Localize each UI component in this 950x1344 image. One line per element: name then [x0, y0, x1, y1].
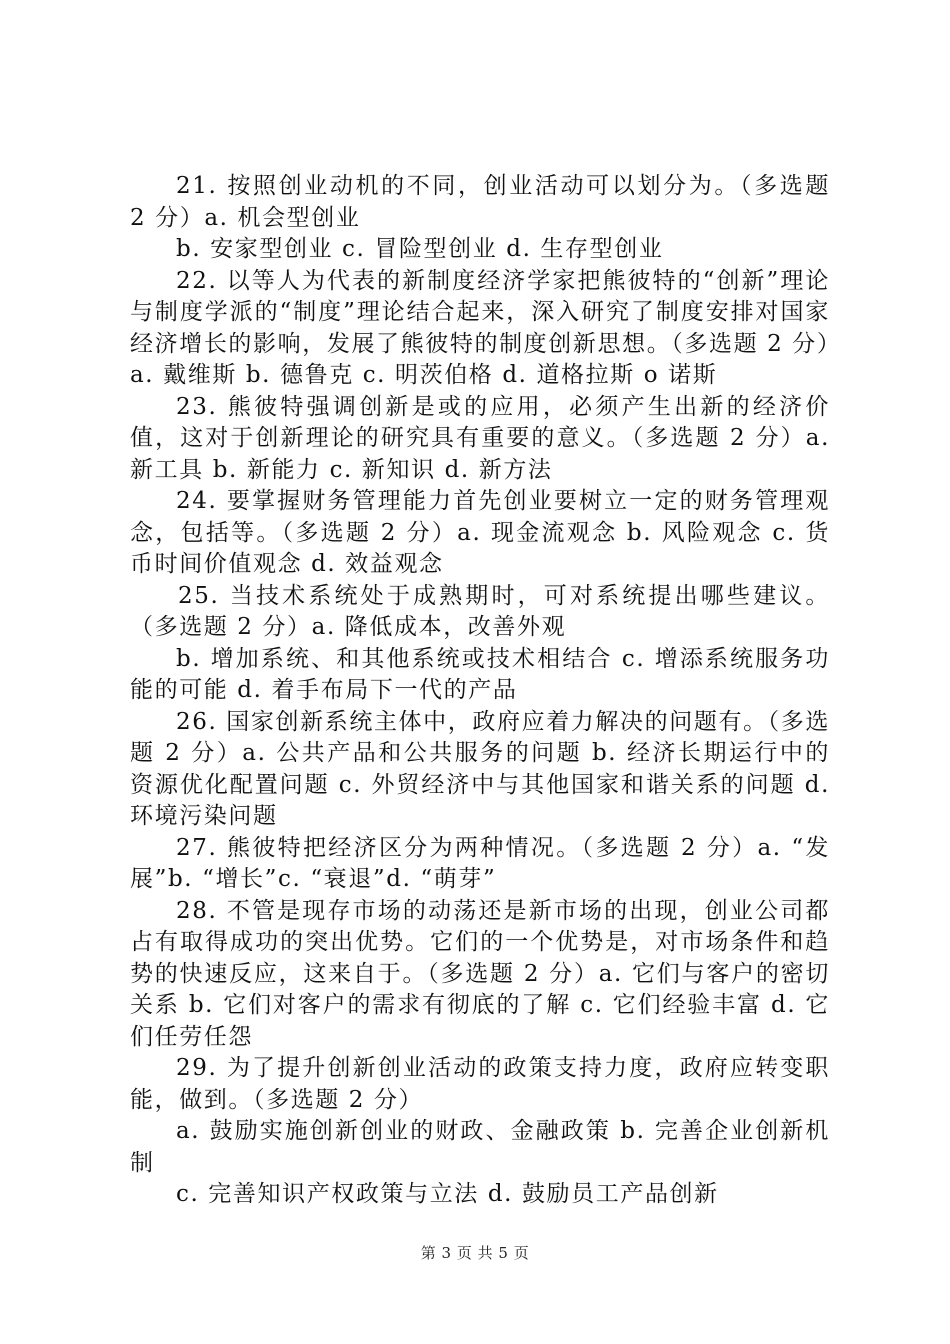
question-25-options: b. 增加系统、和其他系统或技术相结合 c. 增添系统服务功能的可能 d. 着手布局下一代的产品 — [130, 645, 830, 703]
question-29-options-cd: c. 完善知识产权政策与立法 d. 鼓励员工产品创新 — [176, 1181, 719, 1207]
page-footer: 第 3 页 共 5 页 — [420, 1244, 530, 1262]
question-21-options: b. 安家型创业 c. 冒险型创业 d. 生存型创业 — [176, 236, 664, 262]
question-26: 26. 国家创新系统主体中，政府应着力解决的问题有。（多选题 2 分）a. 公共产品和公共服务的问题 b. 经济长期运行中的资源优化配置问题 c. 外贸经济中与其他国家和谐关系的问题 d. 环境污染问题 — [130, 708, 830, 829]
question-29: 29. 为了提升创新创业活动的政策支持力度，政府应转变职能，做到。（多选题 2 分） — [130, 1055, 830, 1113]
document-body — [130, 171, 830, 1211]
question-25: 25. 当技术系统处于成熟期时，可对系统提出哪些建议。（多选题 2 分）a. 降低成本，改善外观 — [130, 582, 830, 640]
question-28: 28. 不管是现存市场的动荡还是新市场的出现，创业公司都占有取得成功的突出优势。它们的一个优势是，对市场条件和趋势的快速反应，这来自于。（多选题 2 分）a. 它们与客户的密切关系 b. 它们对客户的需求有彻底的了解 c. 它们经验丰富 d. 它们任劳任怨 — [130, 897, 830, 1050]
question-27: 27. 熊彼特把经济区分为两种情况。（多选题 2 分）a. “发展”b. “增长”c. “衰退”d. “萌芽” — [130, 834, 830, 892]
question-22: 22. 以等人为代表的新制度经济学家把熊彼特的“创新”理论与制度学派的“制度”理论结合起来，深入研究了制度安排对国家经济增长的影响，发展了熊彼特的制度创新思想。（多选题 2 分）a. 戴维斯 b. 德鲁克 c. 明茨伯格 d. 道格拉斯 o 诺斯 — [130, 267, 830, 388]
question-21: 21. 按照创业动机的不同，创业活动可以划分为。（多选题 2 分）a. 机会型创业 — [130, 173, 830, 231]
question-24: 24. 要掌握财务管理能力首先创业要树立一定的财务管理观念，包括等。（多选题 2 分）a. 现金流观念 b. 风险观念 c. 货币时间价值观念 d. 效益观念 — [130, 488, 830, 577]
question-29-options-ab: a. 鼓励实施创新创业的财政、金融政策 b. 完善企业创新机制 — [130, 1118, 830, 1176]
question-23: 23. 熊彼特强调创新是或的应用，必须产生出新的经济价值，这对于创新理论的研究具有重要的意义。（多选题 2 分）a. 新工具 b. 新能力 c. 新知识 d. 新方法 — [130, 393, 830, 483]
